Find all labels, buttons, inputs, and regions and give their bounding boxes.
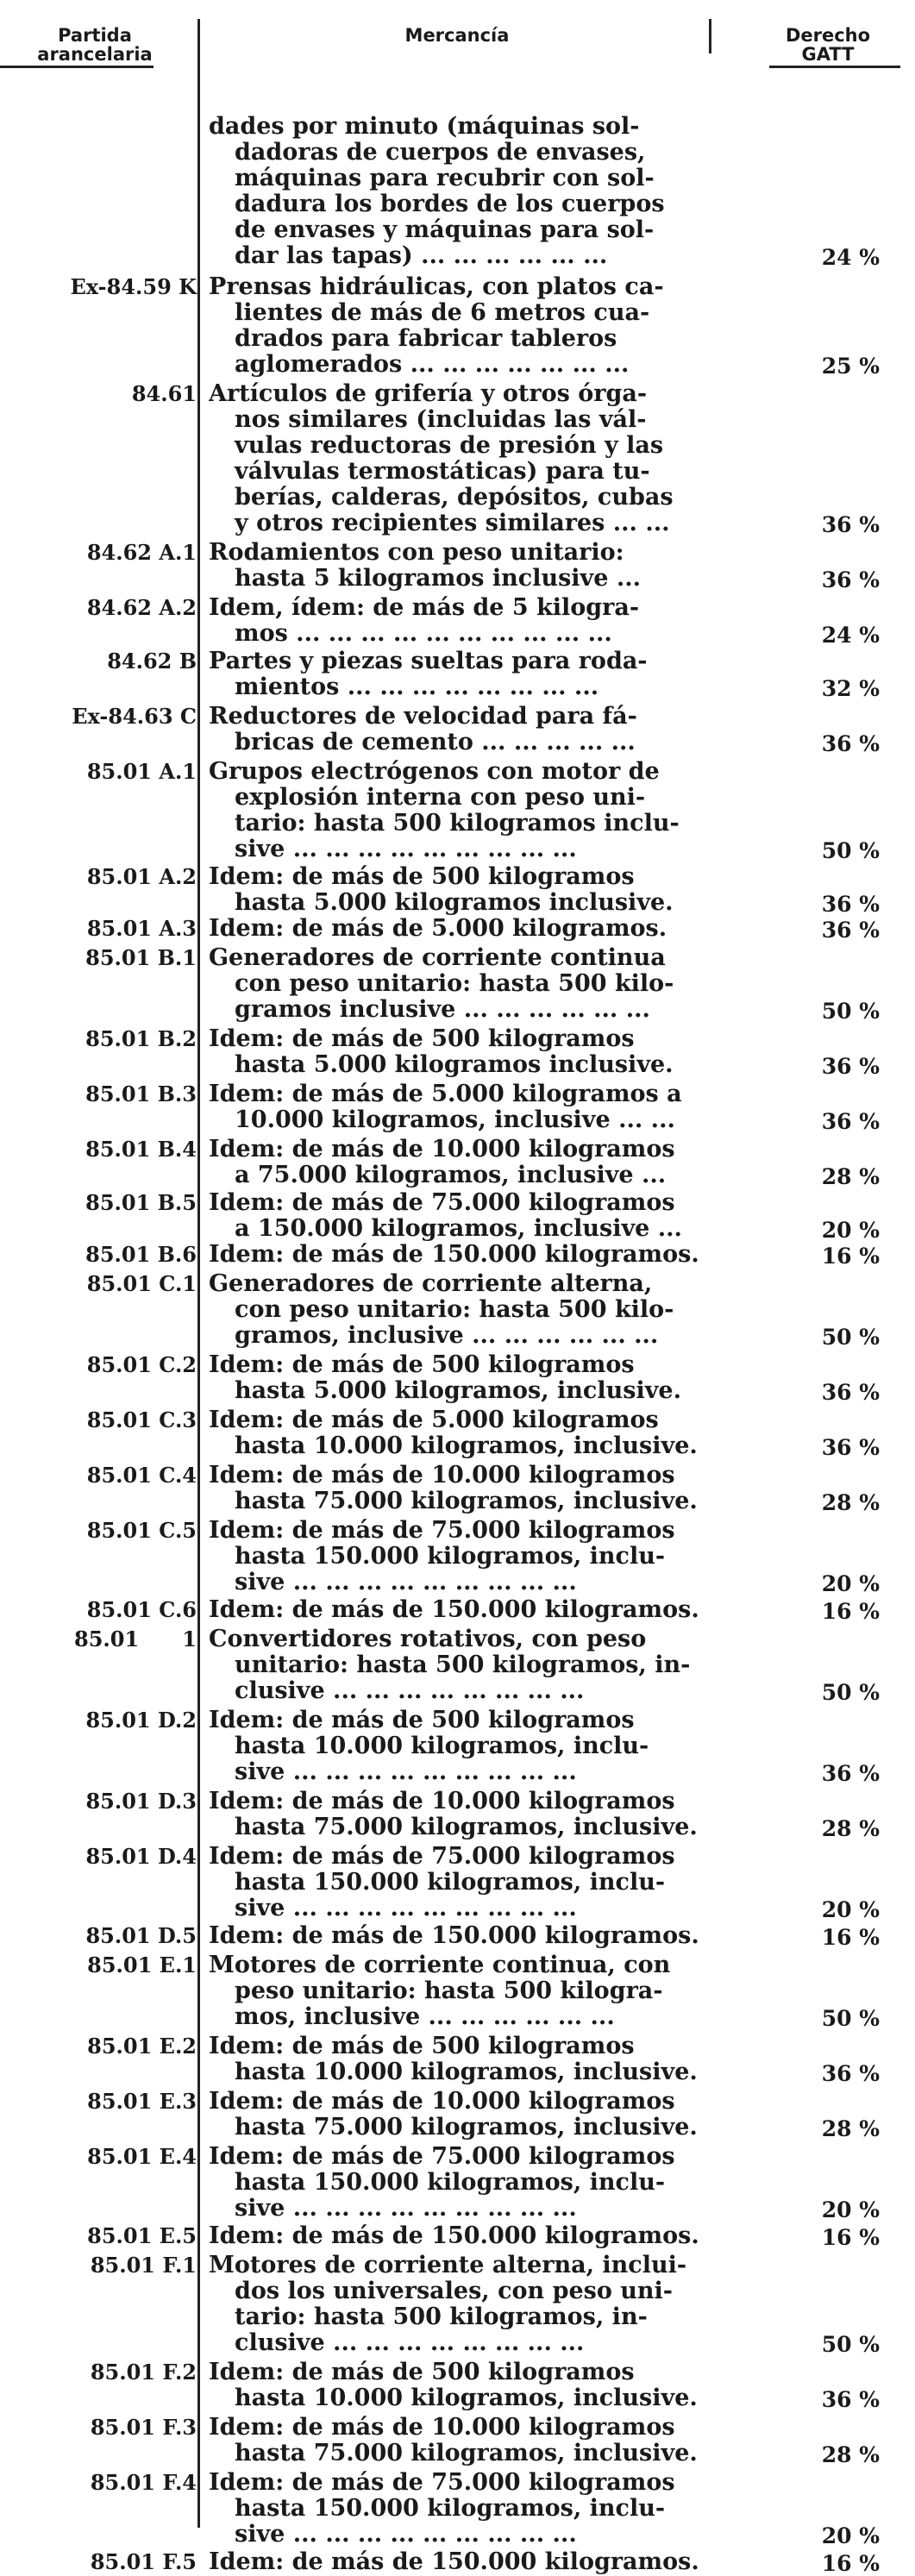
description-line: hasta 75.000 kilogramos, inclusive.: [235, 2115, 698, 2140]
goods-description: [209, 2549, 712, 2575]
description-line: sive ... ... ... ... ... ... ... ... ...: [235, 1896, 577, 1921]
gatt-duty-rate: 24 %: [821, 245, 880, 270]
goods-description: [209, 381, 712, 536]
gatt-duty-rate: 36 %: [821, 1435, 880, 1460]
gatt-duty-rate: 16 %: [821, 2225, 880, 2250]
description-line: Prensas hidráulicas, con platos ca-: [209, 274, 664, 300]
header-partida-line-2: arancelaria: [37, 44, 153, 65]
header-mercancia-label: Mercancía: [404, 25, 510, 46]
goods-description: [209, 1271, 712, 1349]
tariff-code: 84.62 A.1: [86, 540, 197, 565]
gatt-duty-rate: 36 %: [821, 731, 880, 756]
goods-description: [209, 2360, 712, 2411]
header-derecho-line-2: GATT: [801, 44, 855, 65]
tariff-code: 85.01 F.5: [90, 2549, 197, 2574]
tariff-code: 85.01 C.6: [86, 1597, 197, 1622]
gatt-duty-rate: 20 %: [821, 1897, 880, 1922]
description-line: gramos inclusive ... ... ... ... ... ...: [235, 997, 650, 1023]
description-line: Convertidores rotativos, con peso: [209, 1626, 647, 1652]
description-line: hasta 75.000 kilogramos, inclusive.: [235, 1814, 698, 1840]
gatt-duty-rate: 24 %: [821, 623, 880, 648]
goods-description: [209, 1407, 712, 1459]
description-line: a 150.000 kilogramos, inclusive ...: [235, 1216, 682, 1242]
gatt-duty-rate: 36 %: [821, 512, 880, 537]
gatt-duty-rate: 16 %: [821, 1244, 880, 1269]
description-line: Idem: de más de 10.000 kilogramos: [209, 1137, 675, 1163]
description-line: Idem: de más de 10.000 kilogramos: [209, 2415, 675, 2441]
goods-description: [209, 1789, 712, 1840]
description-line: Idem: de más de 500 kilogramos: [209, 864, 635, 890]
tariff-code: 85.01 E.2: [87, 2034, 197, 2059]
description-line: hasta 150.000 kilogramos, inclu-: [235, 2496, 666, 2522]
tariff-code: 85.01 C.1: [86, 1271, 197, 1296]
goods-description: [209, 1081, 712, 1133]
goods-description: [209, 595, 712, 647]
tariff-code: 85.01 C.3: [86, 1407, 197, 1432]
description-line: vulas reductoras de presión y las: [235, 433, 664, 459]
goods-description: [209, 1137, 712, 1188]
description-line: Idem: de más de 500 kilogramos: [209, 1352, 635, 1378]
goods-description: [209, 1190, 712, 1242]
description-line: Artículos de grifería y otros órga-: [209, 381, 648, 407]
tariff-code: 85.01 D.5: [85, 1923, 197, 1948]
gatt-duty-rate: 20 %: [821, 2523, 880, 2548]
tariff-code: 85.01 A.2: [86, 864, 197, 889]
gatt-duty-rate: 20 %: [821, 1571, 880, 1596]
description-line: Idem: de más de 5.000 kilogramos: [209, 1407, 659, 1433]
goods-description: [209, 540, 712, 592]
goods-description: [209, 704, 712, 755]
goods-description: [209, 2415, 712, 2466]
description-line: Idem: de más de 10.000 kilogramos: [209, 2089, 675, 2115]
tariff-code: 85.01 A.1: [86, 759, 197, 784]
tariff-code: 85.01 B.4: [85, 1137, 197, 1162]
goods-description: [209, 1923, 712, 1949]
description-line: hasta 150.000 kilogramos, inclu-: [235, 1870, 666, 1896]
description-line: con peso unitario: hasta 500 kilo-: [235, 1297, 674, 1323]
description-line: Idem: de más de 5.000 kilogramos a: [209, 1081, 682, 1107]
tariff-code: 85.01 C.4: [86, 1463, 197, 1488]
description-line: y otros recipientes similares ... ...: [235, 511, 670, 536]
gatt-duty-rate: 32 %: [821, 676, 880, 701]
tariff-code: 84.61: [131, 381, 197, 406]
description-line: sive ... ... ... ... ... ... ... ... ...: [235, 2522, 577, 2548]
description-line: dos los universales, con peso uni-: [235, 2278, 673, 2304]
tariff-code: 85.01 1: [74, 1626, 197, 1652]
description-line: berías, calderas, depósitos, cubas: [235, 485, 674, 511]
goods-description: [209, 649, 712, 700]
description-line: sive ... ... ... ... ... ... ... ... ...: [235, 837, 577, 862]
description-line: Idem: de más de 500 kilogramos: [209, 1026, 635, 1052]
tariff-code: 85.01 B.1: [85, 945, 197, 970]
description-line: Generadores de corriente alterna,: [209, 1271, 653, 1297]
header-derecho-line-1: Derecho: [785, 25, 871, 46]
description-line: Idem: de más de 150.000 kilogramos.: [209, 1597, 699, 1623]
gatt-duty-rate: 36 %: [821, 2061, 880, 2086]
description-line: de envases y máquinas para sol-: [235, 217, 655, 243]
tariff-code: 85.01 B.6: [85, 1242, 197, 1267]
gatt-duty-rate: 50 %: [821, 1325, 880, 1350]
tariff-code: 85.01 C.2: [86, 1352, 197, 1377]
gatt-duty-rate: 16 %: [821, 1599, 880, 1624]
description-line: lientes de más de 6 metros cua-: [235, 300, 650, 326]
description-line: Idem: de más de 75.000 kilogramos: [209, 2470, 675, 2496]
gatt-duty-rate: 36 %: [821, 2387, 880, 2412]
description-line: Idem: de más de 75.000 kilogramos: [209, 1518, 675, 1544]
tariff-code: 85.01 E.1: [87, 1952, 197, 1977]
description-line: Grupos electrógenos con motor de: [209, 759, 660, 785]
description-line: hasta 10.000 kilogramos, inclusive.: [235, 2385, 698, 2411]
header-mercancia: [207, 26, 707, 45]
description-line: dadoras de cuerpos de envases,: [235, 140, 646, 166]
description-line: hasta 75.000 kilogramos, inclusive.: [235, 1489, 698, 1514]
description-line: Idem: de más de 75.000 kilogramos: [209, 2144, 675, 2170]
description-line: Idem: de más de 10.000 kilogramos: [209, 1789, 675, 1814]
description-line: dar las tapas) ... ... ... ... ... ...: [235, 243, 608, 269]
column-divider-left: [197, 19, 200, 2528]
column-divider-right: [709, 19, 711, 53]
description-line: hasta 150.000 kilogramos, inclu-: [235, 1544, 666, 1570]
gatt-duty-rate: 20 %: [821, 2197, 880, 2222]
goods-description: [209, 2144, 712, 2222]
goods-description: [209, 1708, 712, 1785]
gatt-duty-rate: 50 %: [821, 2332, 880, 2357]
description-line: hasta 75.000 kilogramos, inclusive.: [235, 2441, 698, 2466]
tariff-code: 85.01 D.2: [85, 1708, 197, 1733]
header-underline-partida: [0, 66, 154, 68]
goods-description: [209, 1352, 712, 1404]
gatt-duty-rate: 36 %: [821, 567, 880, 592]
description-line: aglomerados ... ... ... ... ... ... ...: [235, 352, 630, 378]
tariff-code: 85.01 E.5: [87, 2223, 197, 2248]
description-line: Idem: de más de 5.000 kilogramos.: [209, 916, 667, 942]
description-line: Generadores de corriente continua: [209, 945, 666, 971]
goods-description: [209, 864, 712, 916]
description-line: a 75.000 kilogramos, inclusive ...: [235, 1163, 667, 1188]
goods-description: [209, 2253, 712, 2356]
tariff-code: 85.01 D.4: [85, 1844, 197, 1869]
description-line: tario: hasta 500 kilogramos inclu-: [235, 811, 680, 837]
description-line: válvulas termostáticas) para tu-: [235, 459, 650, 485]
description-line: Idem: de más de 150.000 kilogramos.: [209, 1923, 699, 1949]
goods-description: [209, 1463, 712, 1514]
gatt-duty-rate: 20 %: [821, 1218, 880, 1243]
goods-description: [209, 1626, 712, 1704]
description-line: explosión interna con peso uni-: [235, 785, 646, 811]
description-line: unitario: hasta 500 kilogramos, in-: [235, 1652, 691, 1678]
gatt-duty-rate: 50 %: [821, 999, 880, 1024]
header-partida-line-1: Partida: [58, 25, 132, 46]
description-line: hasta 5.000 kilogramos inclusive.: [235, 1052, 674, 1078]
tariff-code: Ex-84.59 K: [70, 274, 197, 299]
description-line: mos ... ... ... ... ... ... ... ... ... ...: [235, 621, 612, 647]
gatt-duty-rate: 16 %: [821, 2551, 880, 2576]
description-line: Idem, ídem: de más de 5 kilogra-: [209, 595, 640, 621]
description-line: gramos, inclusive ... ... ... ... ... ...: [235, 1323, 659, 1349]
header-derecho-gatt: [759, 26, 897, 64]
gatt-duty-rate: 36 %: [821, 1380, 880, 1405]
description-line: Idem: de más de 150.000 kilogramos.: [209, 2549, 699, 2575]
description-line: Rodamientos con peso unitario:: [209, 540, 624, 566]
goods-description: [209, 1026, 712, 1078]
header-underline-derecho: [769, 66, 900, 68]
goods-description: [209, 1597, 712, 1623]
description-line: Partes y piezas sueltas para roda-: [209, 649, 648, 674]
gatt-duty-rate: 36 %: [821, 1054, 880, 1079]
tariff-code: 84.62 A.2: [86, 595, 197, 620]
gatt-duty-rate: 36 %: [821, 918, 880, 943]
description-line: con peso unitario: hasta 500 kilo-: [235, 971, 674, 997]
goods-description: [209, 945, 712, 1023]
description-line: Idem: de más de 150.000 kilogramos.: [209, 1242, 699, 1268]
tariff-code: 85.01 A.3: [86, 916, 197, 941]
gatt-duty-rate: 28 %: [821, 2442, 880, 2467]
description-line: máquinas para recubrir con sol-: [235, 166, 655, 191]
gatt-duty-rate: 16 %: [821, 1925, 880, 1950]
description-line: hasta 10.000 kilogramos, inclusive.: [235, 1433, 698, 1459]
tariff-code: 85.01 F.3: [90, 2415, 197, 2440]
gatt-duty-rate: 50 %: [821, 838, 880, 863]
description-line: Motores de corriente continua, con: [209, 1952, 671, 1978]
gatt-duty-rate: 50 %: [821, 2006, 880, 2031]
description-line: Idem: de más de 75.000 kilogramos: [209, 1190, 675, 1216]
goods-description: [209, 1242, 712, 1268]
gatt-duty-rate: 28 %: [821, 1490, 880, 1515]
description-line: sive ... ... ... ... ... ... ... ... ...: [235, 1759, 577, 1785]
goods-description: [209, 2089, 712, 2140]
tariff-code: Ex-84.63 C: [72, 704, 197, 729]
description-line: hasta 5 kilogramos inclusive ...: [235, 566, 642, 592]
description-line: hasta 5.000 kilogramos, inclusive.: [235, 1378, 681, 1404]
description-line: Reductores de velocidad para fá-: [209, 704, 637, 730]
tariff-code: 85.01 B.3: [85, 1081, 197, 1106]
description-line: drados para fabricar tableros: [235, 326, 617, 352]
tariff-code: 85.01 F.4: [90, 2470, 197, 2495]
description-line: Idem: de más de 500 kilogramos: [209, 1708, 635, 1733]
header-partida-arancelaria: [0, 26, 190, 64]
tariff-code: 85.01 E.3: [87, 2089, 197, 2114]
goods-description: [209, 1844, 712, 1921]
gatt-duty-rate: 28 %: [821, 1164, 880, 1189]
description-line: Idem: de más de 75.000 kilogramos: [209, 1844, 675, 1870]
description-line: mientos ... ... ... ... ... ... ... ...: [235, 674, 599, 700]
goods-description: [209, 274, 712, 378]
gatt-duty-rate: 25 %: [821, 354, 880, 379]
tariff-code: 85.01 F.1: [90, 2253, 197, 2278]
gatt-duty-rate: 28 %: [821, 1816, 880, 1841]
description-line: hasta 150.000 kilogramos, inclu-: [235, 2170, 666, 2196]
tariff-code: 85.01 F.2: [90, 2360, 197, 2385]
description-line: dades por minuto (máquinas sol-: [209, 114, 640, 140]
gatt-duty-rate: 50 %: [821, 1680, 880, 1705]
goods-description: [209, 916, 712, 942]
description-line: tario: hasta 500 kilogramos, in-: [235, 2304, 648, 2330]
description-line: bricas de cemento ... ... ... ... ...: [235, 730, 636, 755]
goods-description: [209, 1952, 712, 2030]
tariff-code: 85.01 E.4: [87, 2144, 197, 2169]
description-line: Motores de corriente alterna, inclui-: [209, 2253, 687, 2278]
goods-description: [209, 2034, 712, 2085]
gatt-duty-rate: 28 %: [821, 2116, 880, 2141]
tariff-code: 85.01 B.5: [85, 1190, 197, 1215]
gatt-duty-rate: 36 %: [821, 892, 880, 917]
gatt-duty-rate: 36 %: [821, 1109, 880, 1134]
description-line: 10.000 kilogramos, inclusive ... ...: [235, 1107, 675, 1133]
description-line: clusive ... ... ... ... ... ... ... ...: [235, 1678, 585, 1704]
description-line: peso unitario: hasta 500 kilogra-: [235, 1978, 663, 2004]
goods-description: [209, 1518, 712, 1595]
gatt-duty-rate: 36 %: [821, 1761, 880, 1786]
tariff-code: 85.01 B.2: [85, 1026, 197, 1051]
description-line: Idem: de más de 10.000 kilogramos: [209, 1463, 675, 1489]
description-line: sive ... ... ... ... ... ... ... ... ...: [235, 2196, 577, 2222]
description-line: mos, inclusive ... ... ... ... ... ...: [235, 2004, 615, 2030]
description-line: Idem: de más de 150.000 kilogramos.: [209, 2223, 699, 2249]
tariff-code: 85.01 D.3: [85, 1789, 197, 1814]
goods-description: [209, 759, 712, 862]
description-line: hasta 5.000 kilogramos inclusive.: [235, 890, 674, 916]
tariff-code: 84.62 B: [107, 649, 197, 674]
description-line: Idem: de más de 500 kilogramos: [209, 2034, 635, 2059]
description-line: Idem: de más de 500 kilogramos: [209, 2360, 635, 2385]
description-line: dadura los bordes de los cuerpos: [235, 191, 665, 217]
tariff-code: 85.01 C.5: [86, 1518, 197, 1543]
goods-description: [209, 114, 712, 269]
description-line: sive ... ... ... ... ... ... ... ... ...: [235, 1570, 577, 1595]
goods-description: [209, 2470, 712, 2548]
description-line: nos similares (incluidas las vál-: [235, 407, 647, 433]
description-line: hasta 10.000 kilogramos, inclu-: [235, 1733, 649, 1759]
goods-description: [209, 2223, 712, 2249]
description-line: hasta 10.000 kilogramos, inclusive.: [235, 2059, 698, 2085]
description-line: clusive ... ... ... ... ... ... ... ...: [235, 2330, 585, 2356]
